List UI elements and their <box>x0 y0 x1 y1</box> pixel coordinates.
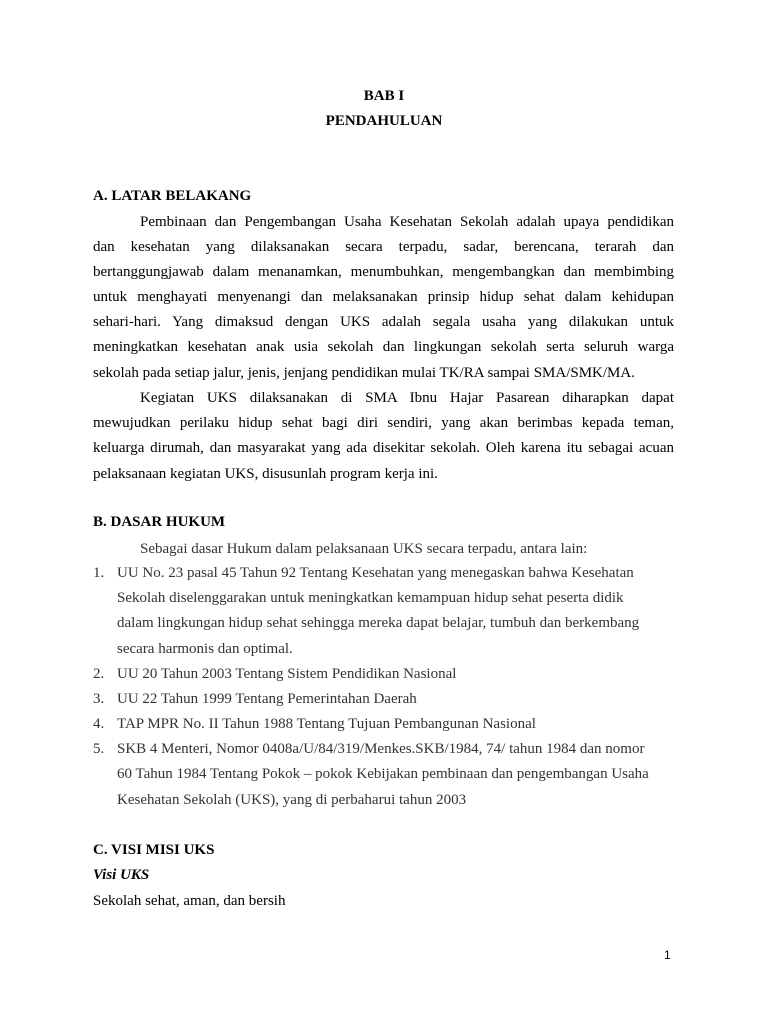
section-b-heading: B. DASAR HUKUM <box>93 514 226 530</box>
list-item-number: 3. <box>93 691 105 707</box>
visi-label: Visi UKS <box>93 867 150 883</box>
list-item-number: 5. <box>93 741 105 757</box>
chapter-title: PENDAHULUAN <box>325 113 443 129</box>
list-item-line: SKB 4 Menteri, Nomor 0408a/U/84/319/Menkes.SKB/1984, 74/ tahun 1984 dan nomor <box>117 741 645 757</box>
paragraph-line: meningkatkan kesehatan anak usia sekolah dan lingkungan sekolah serta seluruh warga <box>93 339 674 355</box>
paragraph-line: Kegiatan UKS dilaksanakan di SMA Ibnu Hajar Pasarean diharapkan dapat <box>140 390 674 406</box>
list-item-line: dalam lingkungan hidup sehat sehingga mereka dapat belajar, tumbuh dan berkembang <box>117 615 640 631</box>
list-item-line: secara harmonis dan optimal. <box>117 641 293 657</box>
chapter-number: BAB I <box>363 88 405 104</box>
paragraph-line: pelaksanaan kegiatan UKS, disusunlah program kerja ini. <box>93 466 438 482</box>
list-item-line: Sekolah diselenggarakan untuk meningkatkan kemampuan hidup sehat peserta didik <box>117 590 624 606</box>
list-item-line: UU 22 Tahun 1999 Tentang Pemerintahan Daerah <box>117 691 417 707</box>
paragraph-line: keluarga dirumah, dan masyarakat yang ada disekitar sekolah. Oleh karena itu sebagai acuan <box>93 440 674 456</box>
paragraph-line: dan kesehatan yang dilaksanakan secara terpadu, sadar, berencana, terarah dan <box>93 239 674 255</box>
visi-text: Sekolah sehat, aman, dan bersih <box>93 893 286 909</box>
list-item-number: 4. <box>93 716 105 732</box>
section-a-heading: A. LATAR BELAKANG <box>93 188 252 204</box>
section-c-heading: C. VISI MISI UKS <box>93 842 215 858</box>
list-item-number: 1. <box>93 565 105 581</box>
list-item-line: UU 20 Tahun 2003 Tentang Sistem Pendidikan Nasional <box>117 666 457 682</box>
paragraph-line: untuk menghayati menyenangi dan melaksanakan prinsip hidup sehat dalam kehidupan <box>93 289 674 305</box>
list-item-line: Kesehatan Sekolah (UKS), yang di perbaharui tahun 2003 <box>117 792 467 808</box>
list-item-line: UU No. 23 pasal 45 Tahun 92 Tentang Kesehatan yang menegaskan bahwa Kesehatan <box>117 565 634 581</box>
list-item-line: 60 Tahun 1984 Tentang Pokok – pokok Kebijakan pembinaan dan pengembangan Usaha <box>117 766 649 782</box>
list-item-line: TAP MPR No. II Tahun 1988 Tentang Tujuan Pembangunan Nasional <box>117 716 536 732</box>
paragraph-line: sekolah pada setiap jalur, jenis, jenjang pendidikan mulai TK/RA sampai SMA/SMK/MA. <box>93 365 635 381</box>
section-b-intro: Sebagai dasar Hukum dalam pelaksanaan UKS secara terpadu, antara lain: <box>140 541 588 557</box>
paragraph-line: sehari-hari. Yang dimaksud dengan UKS adalah segala usaha yang dilakukan untuk <box>93 314 674 330</box>
paragraph-line: mewujudkan perilaku hidup sehat bagi diri sendiri, yang akan berimbas kepada teman, <box>93 415 674 431</box>
paragraph-line: Pembinaan dan Pengembangan Usaha Kesehatan Sekolah adalah upaya pendidikan <box>140 214 674 230</box>
list-item-number: 2. <box>93 666 105 682</box>
paragraph-line: bertanggungjawab dalam menanamkan, menumbuhkan, mengembangkan dan membimbing <box>93 264 674 280</box>
page-number: 1 <box>664 948 671 962</box>
